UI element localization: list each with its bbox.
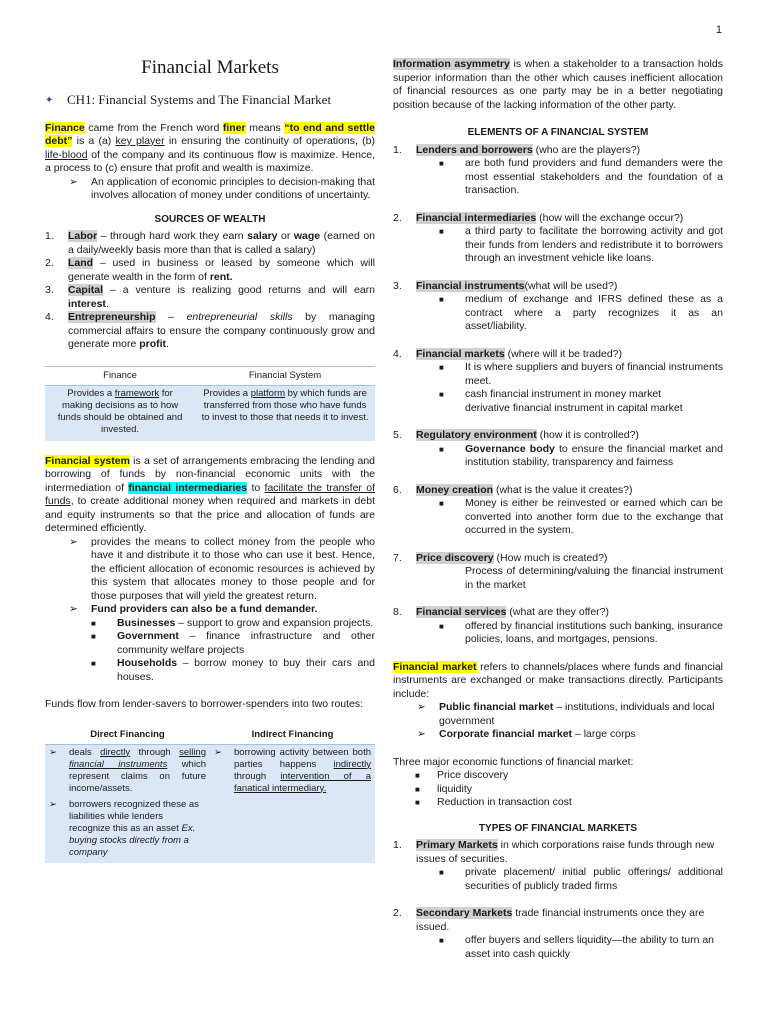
text-run: – a venture is realizing good returns and will earn (103, 284, 375, 296)
source-item-labor (45, 230, 375, 257)
bullet-text: Price discovery (437, 769, 509, 781)
text-run: refers to channels/places where funds and financial instruments are exchanged or make transactions directly. Participants include: (393, 660, 723, 700)
underlined-run: framework (114, 387, 160, 399)
text-run: by which funds are transferred from those who have funds to invest to those that needs it to invest. (201, 387, 369, 423)
square-bullet-icon: ■ (91, 632, 96, 641)
element-item (393, 552, 723, 566)
table-cell (195, 385, 375, 441)
bullet-text: liquidity (437, 782, 473, 795)
fund-provider-item (91, 630, 375, 657)
square-bullet-icon: ■ (439, 444, 444, 454)
square-bullet-icon: ■ (415, 798, 420, 807)
text-run: (How much is created?) (493, 551, 608, 564)
bold-run: interest (68, 297, 106, 310)
fund-provider-item (91, 657, 375, 684)
element-bullet (439, 565, 723, 592)
text-run: – (155, 311, 187, 323)
arrow-bullet-icon: ➢ (49, 798, 57, 810)
element-bullet (439, 497, 723, 538)
arrow-bullet-icon: ➢ (69, 535, 78, 548)
italic-run: Ex. buying stocks directly from a company (69, 822, 196, 858)
text-run: (where will it be traded?) (504, 347, 623, 360)
source-item-land (45, 257, 375, 284)
econ-function-item (415, 783, 723, 797)
item-number: 2. (45, 257, 54, 269)
text-run: borrowers recognized these as liabilities while lenders recognize this as an asset (69, 798, 199, 834)
funds-flow-text: Funds flow from lender-savers to borrower-spenders into two routes: (45, 698, 364, 710)
bullet-text: are both fund providers and fund demanders were the most essential stakeholders and the foundation of a transaction. (465, 157, 723, 196)
fs-arrow-item (69, 603, 375, 617)
element-bullet (439, 443, 723, 470)
finer-term: finer (222, 121, 246, 134)
econ-functions-intro: Three major economic functions of financial market: (393, 755, 634, 768)
element-item (393, 606, 723, 620)
table-header: Direct Financing (45, 726, 210, 745)
bullet-text: It is where suppliers and buyers of financial instruments meet. (465, 361, 723, 387)
element-item (393, 348, 723, 362)
market-type-item (393, 907, 723, 934)
italic-run: entrepreneurial skills (186, 311, 293, 323)
term: Governance body (465, 442, 555, 455)
spacer (439, 565, 465, 592)
econ-function-item (415, 796, 723, 810)
item-number: 5. (393, 429, 402, 441)
fs-arrow-text: provides the means to collect money from the people who have it and distribute it to those who can use it best. Hence, the efficient allocation of economic resources is achieved by this system that allocates money to those people and for those purposes that will yield the greatest return. (91, 535, 375, 602)
item-number: 6. (393, 483, 402, 496)
item-number: 4. (45, 311, 54, 323)
text-run: of the company and its continuous flow is maximize. Hence, a process to (c) ensure that profit and wealth is maximize. (45, 148, 375, 174)
text-run: – institutions, individuals and local government (439, 701, 715, 727)
square-bullet-icon: ■ (439, 159, 444, 168)
bullet-text: Money is either be reinvested or earned which can be converted into another form due to the exchange that occurred in the system. (465, 497, 723, 536)
fund-provider-item (91, 617, 375, 631)
right-column (393, 58, 723, 961)
text-run: for making decisions as to how funds should be obtained and invested. (57, 387, 183, 435)
arrow-bullet-icon: ➢ (69, 603, 78, 615)
element-bullet (439, 157, 723, 198)
text-run: . (105, 297, 109, 310)
bold-run: wage (293, 230, 321, 242)
financial-system-definition (45, 455, 375, 536)
term: Land (68, 257, 94, 269)
term: Labor (68, 230, 98, 242)
pin-bullet-icon: ✦ (45, 95, 54, 106)
bold-run: rent. (209, 270, 233, 283)
left-column (45, 52, 375, 863)
item-number: 8. (393, 606, 402, 618)
text-run: by managing commercial affairs to ensure the company continuously grow and generate more (68, 311, 375, 350)
sources-heading: SOURCES OF WEALTH (154, 213, 266, 225)
text-run: (how will the exchange occur?) (536, 211, 684, 224)
arrow-bullet-icon: ➢ (214, 746, 222, 758)
lifeblood-term: life-blood (45, 148, 88, 161)
intermediaries-term: financial intermediaries (128, 481, 248, 494)
square-bullet-icon: ■ (415, 784, 420, 794)
term: Financial instruments (416, 279, 525, 292)
term: Businesses (117, 616, 176, 629)
text-run: (how it is controlled?) (536, 429, 639, 441)
item-number: 1. (393, 839, 402, 851)
text-run: – support to grow and expansion projects. (175, 616, 374, 629)
text-run: – borrow money to buy their cars and houses. (117, 657, 375, 683)
arrow-bullet-icon: ➢ (49, 746, 57, 758)
element-item (393, 484, 723, 498)
underlined-run: indirectly (333, 758, 371, 770)
elements-heading: ELEMENTS OF A FINANCIAL SYSTEM (467, 127, 649, 138)
bullet-text: derivative financial instrument in capital market (465, 401, 683, 414)
text-run: – used in business or leased by someone which will generate wealth in the form of (68, 257, 375, 283)
text-run: means (245, 121, 285, 134)
bullet-text: cash financial instrument in money market (465, 388, 662, 400)
text-run: – large corps (572, 728, 636, 740)
text-run: to ensure the financial market and institution stability, transparency and fairness (465, 442, 723, 468)
term: Government (117, 630, 179, 642)
market-type-bullet (439, 866, 723, 893)
term: Lenders and borrowers (416, 143, 533, 156)
text-run: (earned on a daily/weekly basis more than that is called a salary) (68, 230, 376, 256)
finance-arrow-text: An application of economic principles to decision-making that involves allocation of money under conditions of uncertainty. (91, 175, 375, 201)
element-bullet (439, 293, 723, 334)
cell-item (214, 747, 371, 795)
finance-vs-system-table (45, 366, 375, 441)
page-title: Financial Markets (141, 57, 279, 78)
key-player-term: key player (115, 135, 165, 147)
bullet-text: Reduction in transaction cost (437, 796, 572, 808)
term: Public financial market (439, 701, 554, 713)
underlined-run: platform (250, 387, 286, 399)
text-run: in which corporations raise funds through new issues of securities. (416, 839, 715, 865)
finance-term: Finance (45, 121, 85, 134)
source-item-capital (45, 284, 375, 311)
financial-system-term: Financial system (45, 454, 130, 467)
term: Financial markets (416, 347, 505, 360)
term: Households (117, 657, 178, 669)
element-item (393, 144, 723, 158)
item-number: 7. (393, 551, 402, 564)
item-number: 3. (45, 284, 54, 296)
item-number: 3. (393, 279, 402, 292)
quote-term: “to end and settle debt” (45, 121, 375, 147)
item-number: 2. (393, 211, 402, 224)
item-number: 1. (45, 230, 54, 242)
text-run: , to create additional money when required and markets in debt and equity instruments so that the price and allocation of funds are determined efficiently. (45, 495, 375, 534)
square-bullet-icon: ■ (439, 363, 444, 372)
cell-item (49, 799, 206, 859)
term: Primary Markets (416, 839, 498, 851)
text-run: came from the French word (84, 121, 223, 134)
info-asymmetry-definition (393, 58, 723, 112)
text-run: (what is the value it creates?) (493, 483, 633, 496)
square-bullet-icon: ■ (439, 390, 444, 399)
term: Financial intermediaries (416, 211, 537, 224)
square-bullet-icon: ■ (439, 621, 444, 631)
table-header: Finance (45, 366, 195, 385)
underlined-run: directly (100, 746, 131, 758)
text-run: deals (69, 746, 101, 758)
bullet-text: medium of exchange and IFRS defined these as a contract where a party recognizes it as an asset/liability. (465, 293, 723, 332)
chapter-title: CH1: Financial Systems and The Financial Market (67, 92, 332, 107)
econ-function-item (415, 769, 723, 783)
text-run: is when a stakeholder to a transaction holds superior information than the other which causes inefficient allocation of financial resources as one party may be in a better negotiating position because of the lacking information of the other party. (393, 58, 723, 111)
square-bullet-icon: ■ (439, 868, 444, 877)
square-bullet-icon: ■ (91, 618, 96, 628)
text-run: borrowing activity between both parties happens (234, 746, 371, 770)
element-item (393, 212, 723, 226)
finance-definition (45, 122, 375, 176)
bold-run: salary (247, 230, 278, 242)
square-bullet-icon: ■ (439, 499, 444, 508)
text-run: (what are they offer?) (506, 606, 610, 618)
element-item (393, 280, 723, 294)
cell-item (49, 747, 206, 795)
table-header: Financial System (195, 366, 375, 385)
underlined-run: intervention of a fanatical intermediary. (234, 770, 371, 794)
fs-arrow-item (69, 536, 375, 604)
term: Financial services (416, 606, 507, 618)
financing-table (45, 726, 375, 863)
text-run: Provides a (203, 387, 251, 399)
term: Regulatory environment (416, 429, 537, 441)
info-asymmetry-term: Information asymmetry (393, 58, 510, 70)
text-run: Provides a (67, 387, 115, 399)
element-item (393, 429, 723, 443)
text-run: to (247, 481, 265, 494)
bold-run: profit (139, 338, 167, 350)
term: Money creation (416, 483, 494, 496)
square-bullet-icon: ■ (439, 227, 444, 236)
square-bullet-icon: ■ (439, 295, 444, 304)
market-type-item (393, 839, 723, 866)
term: Price discovery (416, 551, 494, 564)
financial-market-definition (393, 661, 723, 702)
square-bullet-icon: ■ (91, 659, 96, 668)
text-run: or (277, 230, 294, 242)
text-run: through (234, 770, 281, 782)
participant-item (417, 728, 723, 742)
element-bullet (439, 361, 723, 388)
text-run: . (166, 338, 169, 350)
text-run: is a (a) (72, 135, 116, 147)
bullet-text: offered by financial institutions such banking, insurance policies, loans, and mortgages, pensions. (465, 619, 723, 645)
table-cell (45, 385, 195, 441)
text-run: is a set of arrangements embracing the lending and borrowing of funds by non-financial economic units with the intermediation of (45, 454, 375, 494)
element-bullet (439, 388, 723, 415)
bullet-text: offer buyers and sellers liquidity—the ability to turn an asset into cash quickly (465, 934, 715, 960)
market-type-bullet (439, 934, 723, 961)
bullet-text: a third party to facilitate the borrowing activity and got their funds from lenders and redistribute it to borrowers through an investment vehicle like loans. (465, 225, 723, 264)
italic-run: financial instruments (69, 758, 168, 770)
table-cell (45, 744, 210, 863)
text-run: trade financial instruments once they are issued. (416, 907, 705, 933)
text-run: through (130, 746, 180, 758)
text-run: which represent claims on future income/assets. (69, 758, 206, 794)
square-bullet-icon: ■ (415, 771, 420, 780)
page-number: 1 (715, 24, 722, 36)
element-bullet (439, 225, 723, 266)
underlined-run: selling (179, 746, 206, 758)
chapter-heading (45, 92, 375, 109)
table-header: Indirect Financing (210, 726, 375, 745)
text-run: – finance infrastructure and other community welfare projects (117, 630, 375, 656)
fs-arrow-text: Fund providers can also be a fund demander. (91, 603, 318, 615)
item-number: 4. (393, 347, 402, 360)
finance-arrow-item (69, 176, 375, 203)
text-run: (what will be used?) (524, 279, 618, 292)
text-run: (who are the players?) (532, 143, 641, 156)
arrow-bullet-icon: ➢ (417, 701, 426, 713)
text-run: in ensuring the continuity of operations, (b) (164, 135, 375, 147)
text-run: – through hard work they earn (97, 230, 248, 242)
bullet-text: private placement/ initial public offerings/ additional securities of publicly traded firms (465, 866, 723, 892)
term: Capital (68, 284, 104, 296)
arrow-bullet-icon: ➢ (69, 175, 78, 188)
item-number: 1. (393, 143, 402, 156)
participant-item (417, 701, 723, 728)
term: Secondary Markets (416, 907, 513, 919)
table-cell (210, 744, 375, 863)
source-item-entrepreneurship (45, 311, 375, 352)
financial-market-term: Financial market (393, 660, 477, 673)
bullet-text: Process of determining/valuing the financial instrument in the market (465, 565, 723, 591)
term: Entrepreneurship (68, 311, 156, 323)
term: Corporate financial market (439, 728, 573, 740)
arrow-bullet-icon: ➢ (417, 728, 426, 740)
facilitate-term: facilitate the transfer of funds (45, 481, 376, 507)
element-bullet (439, 620, 723, 647)
types-heading: TYPES OF FINANCIAL MARKETS (478, 822, 638, 834)
item-number: 2. (393, 907, 402, 919)
square-bullet-icon: ■ (439, 936, 444, 945)
